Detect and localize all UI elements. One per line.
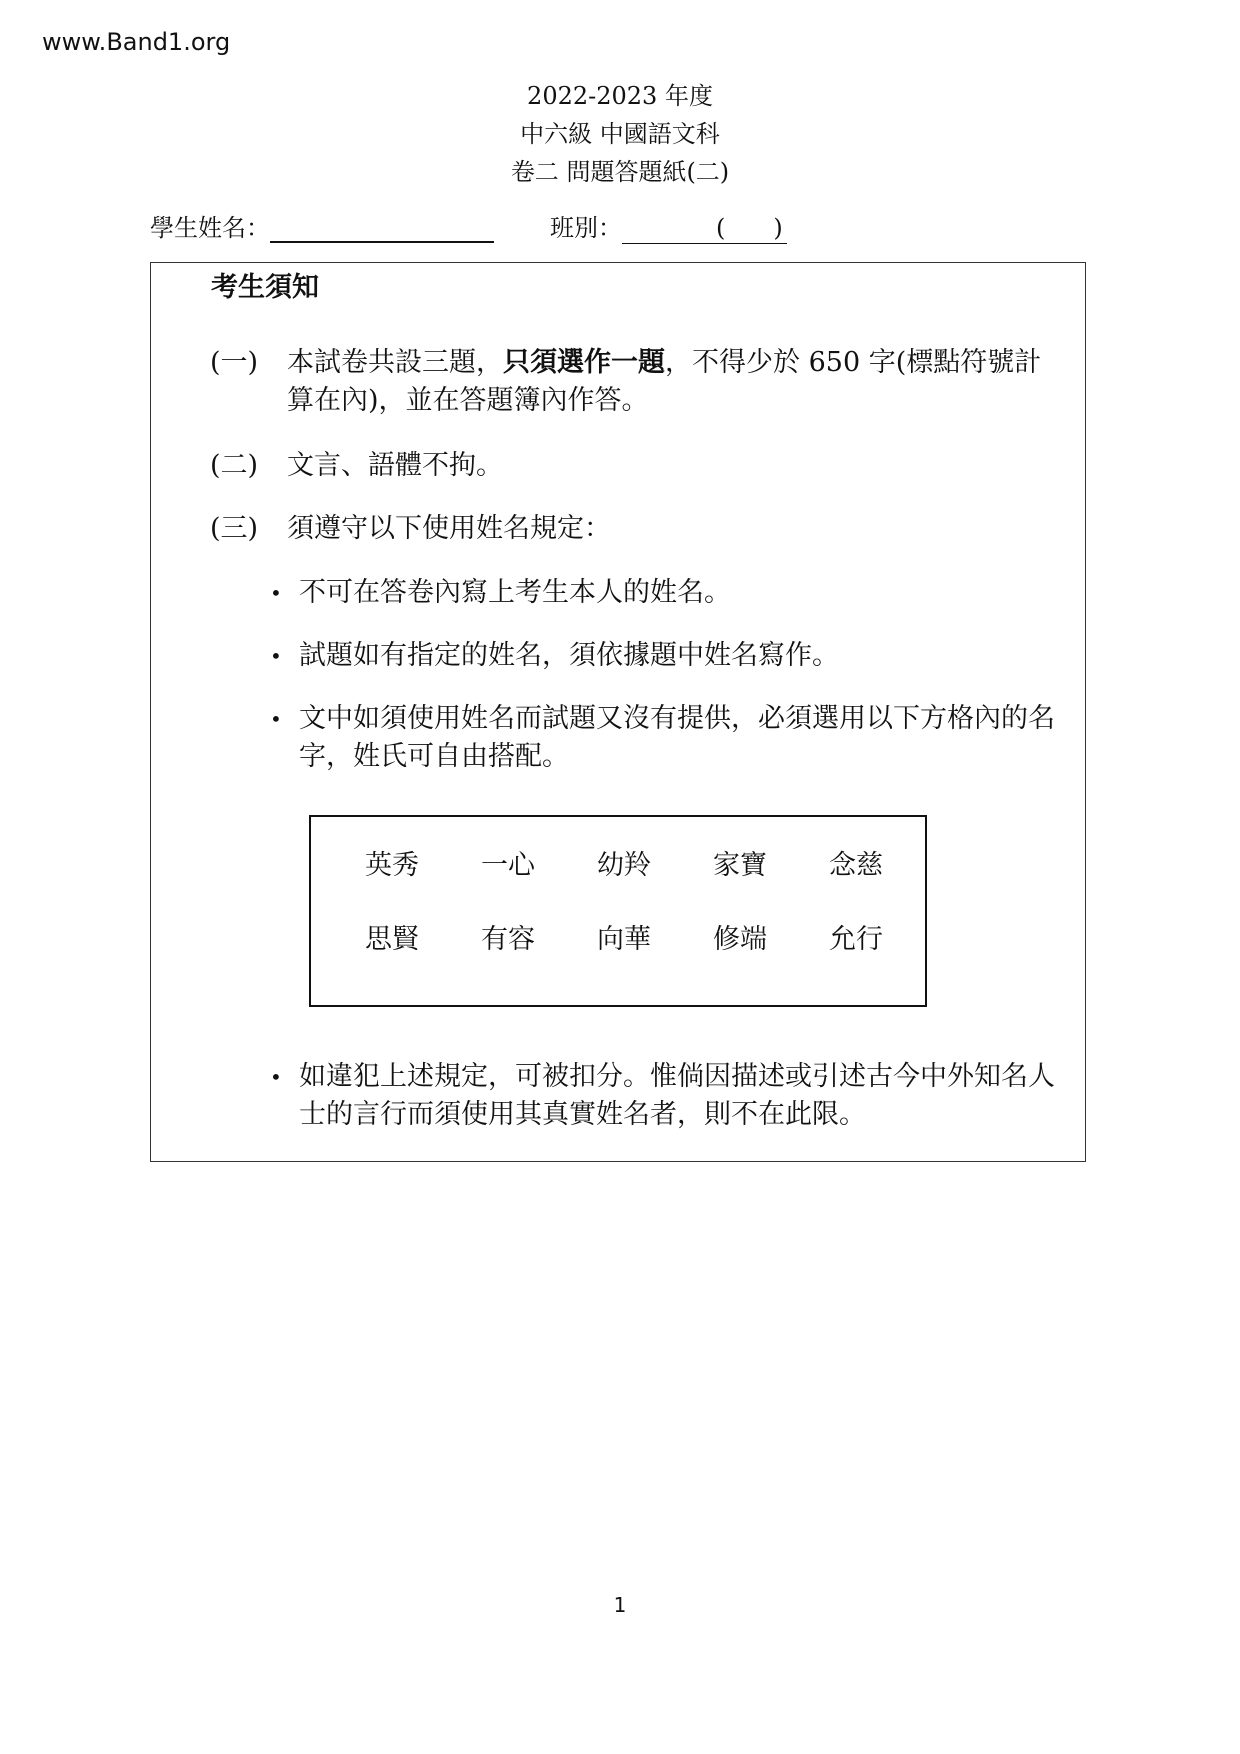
allowed-name: 允行 <box>829 924 883 955</box>
allowed-name: 一心 <box>481 850 535 881</box>
paper-title: 卷二 問題答題紙(二) <box>510 158 730 186</box>
item-text: 須遵守以下使用姓名規定： <box>287 513 611 544</box>
allowed-name: 家寶 <box>713 850 767 881</box>
allowed-name: 幼羚 <box>597 850 651 881</box>
bullet-icon: • <box>270 644 282 668</box>
item-number: (一) <box>210 347 259 378</box>
student-name-label: 學生姓名： <box>150 214 270 242</box>
site-url: www.Band1.org <box>42 28 231 56</box>
bullet-text: 文中如須使用姓名而試題又沒有提供，必須選用以下方格內的名字，姓氏可自由搭配。 <box>299 703 1055 772</box>
item-text: 本試卷共設三題，只須選作一題，不得少於 650 字(標點符號計算在內)，並在答題簿內作答。 <box>287 347 1042 416</box>
class-number-blank[interactable]: ( ) <box>670 208 787 244</box>
bullet-text: 如違犯上述規定，可被扣分。惟倘因描述或引述古今中外知名人士的言行而須使用其真實姓名者，則不在此限。 <box>299 1061 1055 1130</box>
student-name-blank[interactable] <box>270 215 494 243</box>
item-number: (二) <box>210 450 259 481</box>
exam-year: 2022-2023 年度 <box>527 82 713 110</box>
allowed-name: 念慈 <box>829 850 883 881</box>
bullet-icon: • <box>270 707 282 731</box>
notice-title: 考生須知 <box>211 272 319 303</box>
allowed-name: 思賢 <box>365 924 419 955</box>
page-number: 1 <box>613 1593 627 1617</box>
allowed-names-box <box>309 815 927 1007</box>
bullet-icon: • <box>270 1065 282 1089</box>
item-number: (三) <box>210 513 259 544</box>
item-text-emphasis: 只須選作一題 <box>503 347 665 378</box>
allowed-name: 向華 <box>597 924 651 955</box>
bullet-text: 不可在答卷內寫上考生本人的姓名。 <box>299 577 731 608</box>
class-row <box>550 208 787 244</box>
bullet-text: 試題如有指定的姓名，須依據題中姓名寫作。 <box>299 640 839 671</box>
class-blank[interactable] <box>622 217 670 244</box>
allowed-name: 修端 <box>713 924 767 955</box>
grade-subject: 中六級 中國語文科 <box>520 120 720 148</box>
class-label: 班別： <box>550 214 622 242</box>
allowed-name: 英秀 <box>365 850 419 881</box>
item-text: 文言、語體不拘。 <box>287 450 503 481</box>
bullet-icon: • <box>270 581 282 605</box>
allowed-name: 有容 <box>481 924 535 955</box>
student-name-row <box>150 208 494 243</box>
